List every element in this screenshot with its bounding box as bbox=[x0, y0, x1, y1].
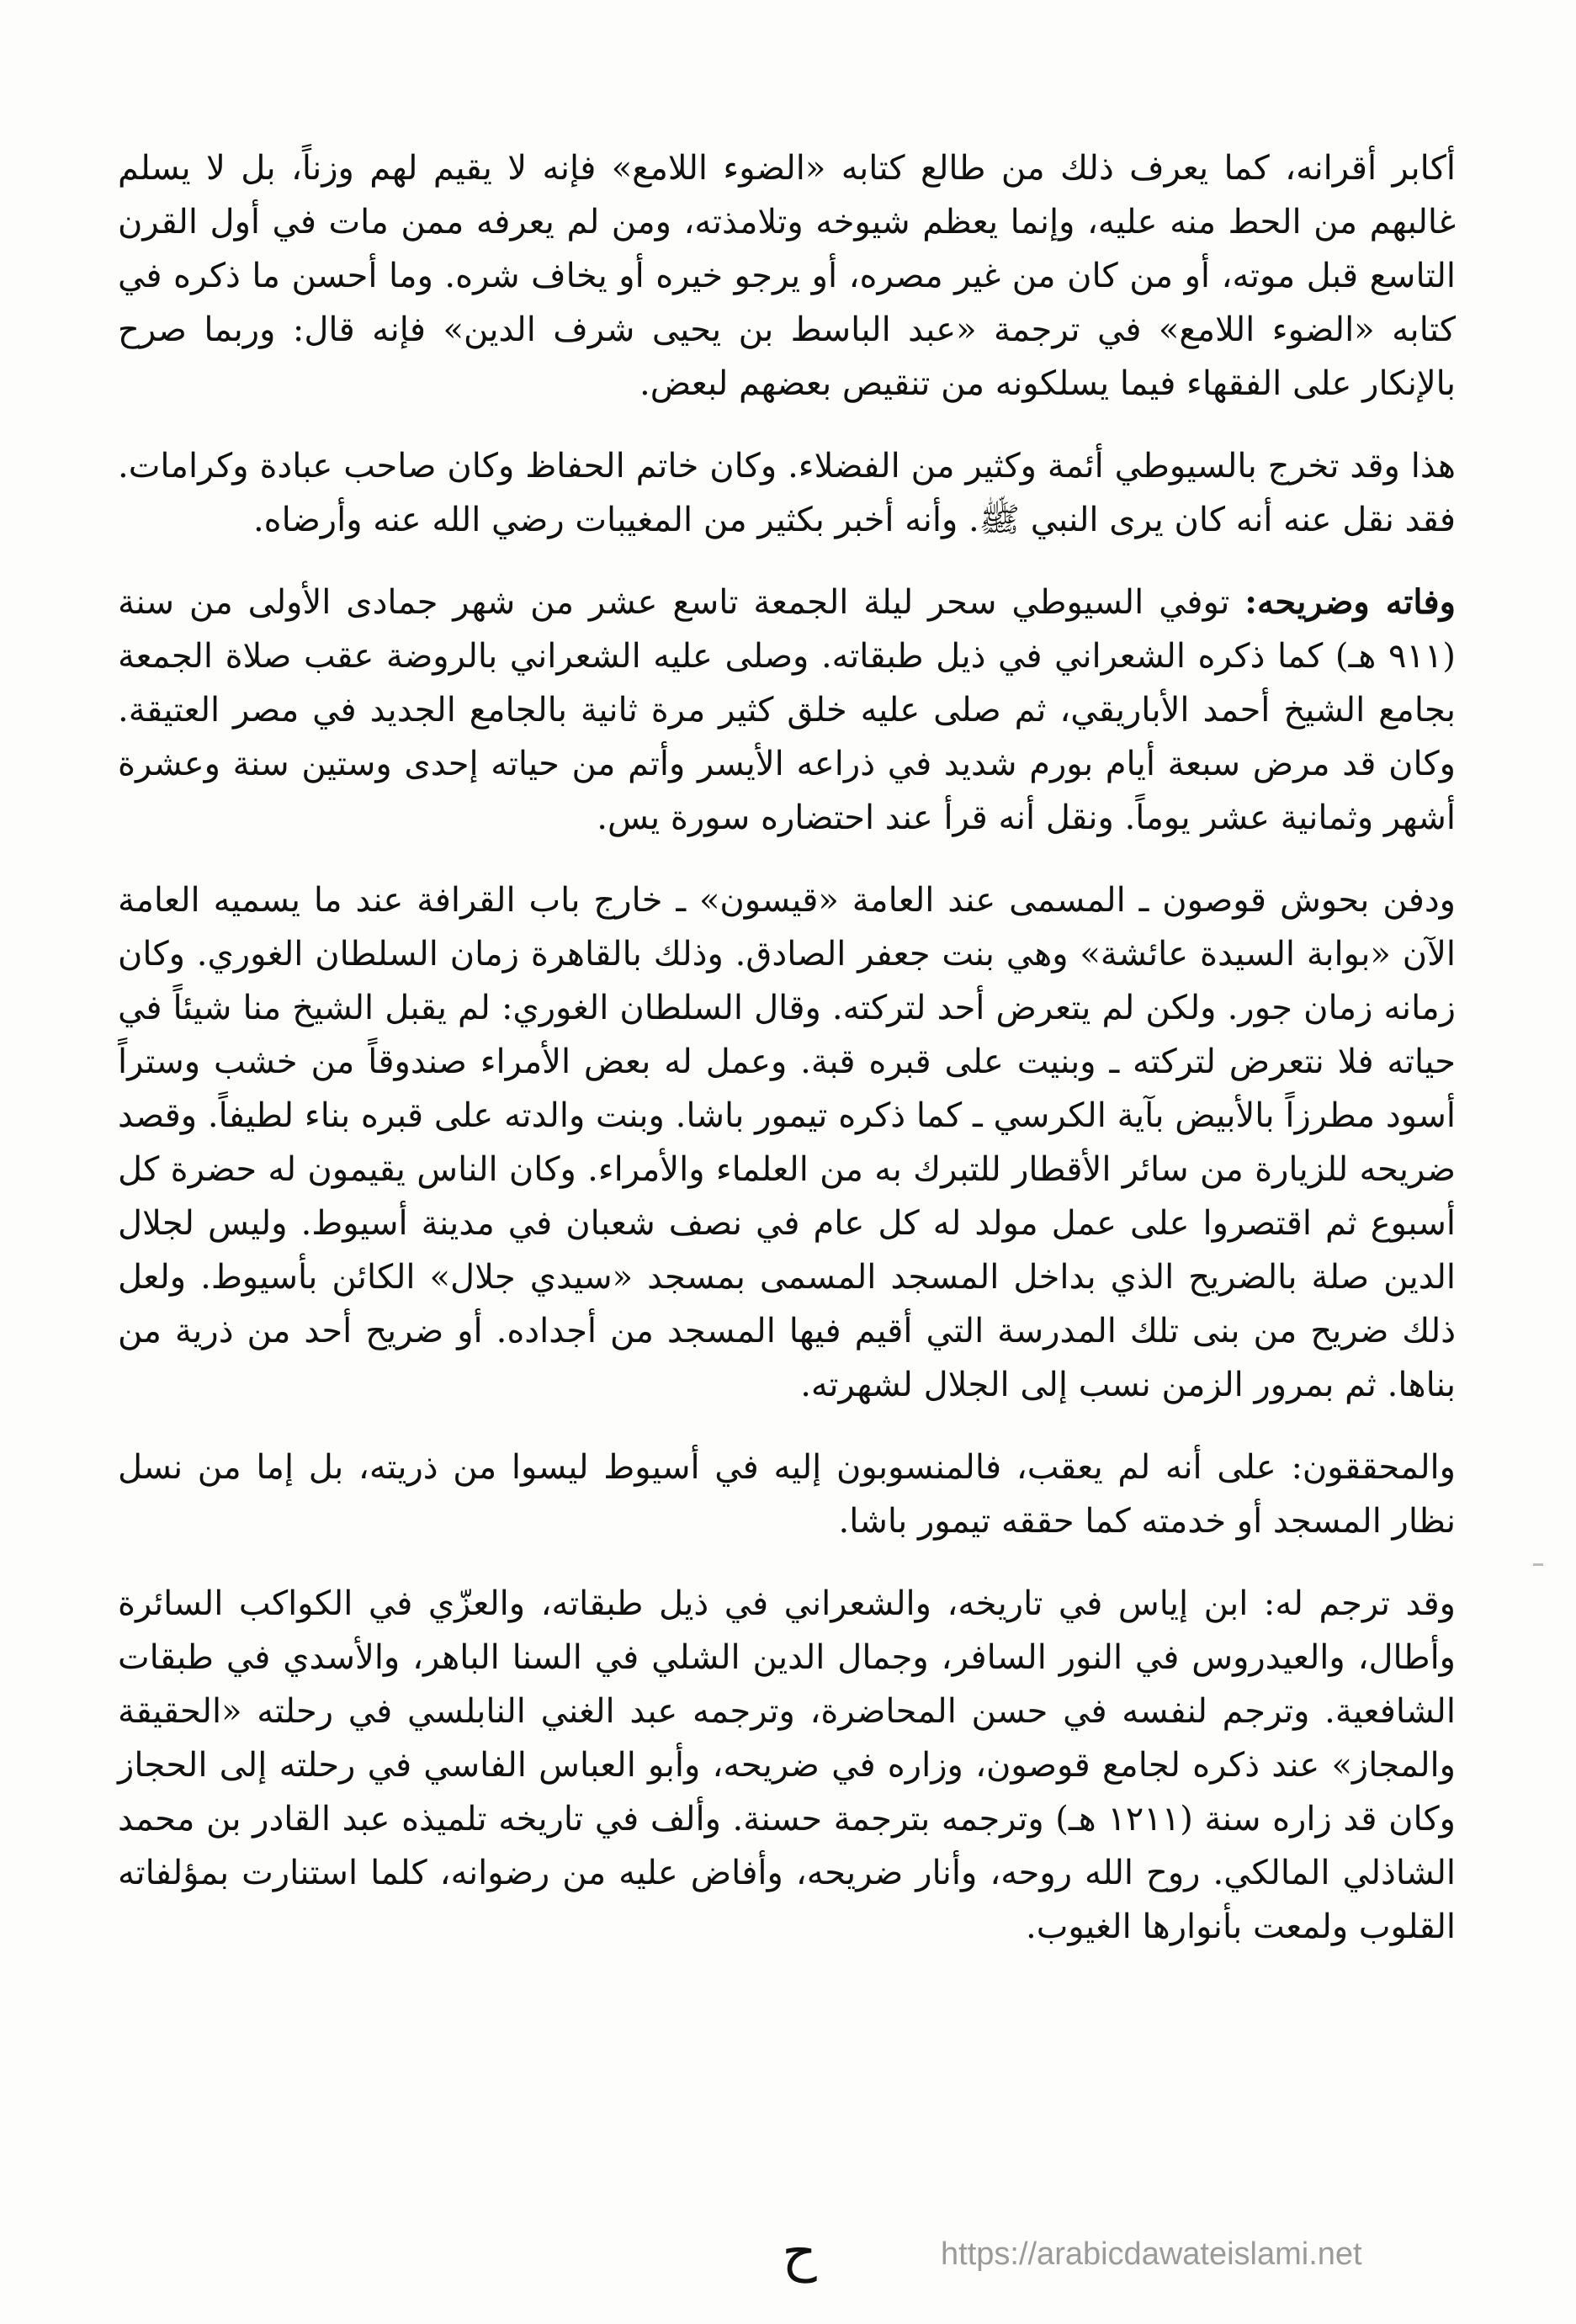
page-number: ح bbox=[782, 2221, 817, 2284]
paragraph-1 bbox=[118, 141, 1456, 411]
paragraph-death-and-shrine bbox=[118, 576, 1456, 845]
paragraph-5 bbox=[118, 1441, 1456, 1548]
section-heading-death-and-shrine: وفاته وضريحه: bbox=[1244, 582, 1456, 622]
paragraph-5-text: والمحققون: على أنه لم يعقب، فالمنسوبون إليه في أسيوط ليسوا من ذريته، بل إما من نسل نظار المسجد أو خدمته كما حققه تيمور باشا. bbox=[118, 1448, 1456, 1541]
watermark-url: https://arabicdawateislami.net bbox=[941, 2236, 1362, 2272]
paragraph-2 bbox=[118, 439, 1456, 547]
body-text bbox=[118, 141, 1456, 1982]
paragraph-4 bbox=[118, 873, 1456, 1412]
paragraph-1-text: أكابر أقرانه، كما يعرف ذلك من طالع كتابه «الضوء اللامع» فإنه لا يقيم لهم وزناً، بل لا يسلم غالبهم من الحط منه عليه، وإنما يعظم شيوخه وتلامذته، ومن لم يعرفه ممن مات في أول القرن التاسع قبل موته، أو من كان من غير مصره، أو يرجو خيره أو يخاف شره. وما أحسن ما ذكره في كتابه «الضوء اللامع» في ترجمة «عبد الباسط بن يحيى شرف الدين» فإنه قال: وربما صرح بالإنكار على الفقهاء فيما يسلكونه من تنقيص بعضهم لبعض. bbox=[118, 149, 1456, 403]
paragraph-6-text: وقد ترجم له: ابن إياس في تاريخه، والشعراني في ذيل طبقاته، والعزّي في الكواكب السائرة وأطال، والعيدروس في النور السافر، وجمال الدين الشلي في السنا الباهر، والأسدي في طبقات الشافعية. وترجم لنفسه في حسن المحاضرة، وترجمه عبد الغني النابلسي في رحلته «الحقيقة والمجاز» عند ذكره لجامع قوصون، وزاره في ضريحه، وأبو العباس الفاسي في رحلته إلى الحجاز وكان قد زاره سنة (١٢١١ هـ) وترجمه بترجمة حسنة. وألف في تاريخه تلميذه عبد القادر بن محمد الشاذلي المالكي. روح الله روحه، وأنار ضريحه، وأفاض عليه من رضوانه، كلما استنارت بمؤلفاته القلوب ولمعت بأنوارها الغيوب. bbox=[118, 1584, 1457, 1946]
paragraph-2-text: هذا وقد تخرج بالسيوطي أئمة وكثير من الفضلاء. وكان خاتم الحفاظ وكان صاحب عبادة وكرامات. فقد نقل عنه أنه كان يرى النبي ﷺ. وأنه أخبر بكثير من المغيبات رضي الله عنه وأرضاه. bbox=[118, 447, 1456, 539]
paragraph-4-text: ودفن بحوش قوصون ـ المسمى عند العامة «قيسون» ـ خارج باب القرافة عند ما يسميه العامة الآن «بوابة السيدة عائشة» وهي بنت جعفر الصادق. وذلك بالقاهرة زمان السلطان الغوري. وكان زمانه زمان جور. ولكن لم يتعرض أحد لتركته. وقال السلطان الغوري: لم يقبل الشيخ منا شيئاً في حياته فلا نتعرض لتركته ـ وبنيت على قبره قبة. وعمل له بعض الأمراء صندوقاً من خشب وستراً أسود مطرزاً بالأبيض بآية الكرسي ـ كما ذكره تيمور باشا. وبنت والدته على قبره بناء لطيفاً. وقصد ضريحه للزيارة من سائر الأقطار للتبرك به من العلماء والأمراء. وكان الناس يقيمون له حضرة كل أسبوع ثم اقتصروا على عمل مولد له كل عام في نصف شعبان في مدينة أسيوط. وليس لجلال الدين صلة بالضريح الذي بداخل المسجد المسمى بمسجد «سيدي جلال» الكائن بأسيوط. ولعل ذلك ضريح من بنى تلك المدرسة التي أقيم فيها المسجد من أجداده. أو ضريح أحد من ذرية من بناها. ثم بمرور الزمن نسب إلى الجلال لشهرته. bbox=[118, 881, 1457, 1404]
paragraph-6 bbox=[118, 1577, 1456, 1954]
scan-artifact bbox=[1533, 1563, 1543, 1566]
paragraph-3-text: توفي السيوطي سحر ليلة الجمعة تاسع عشر من شهر جمادى الأولى من سنة (٩١١ هـ) كما ذكره الشعراني في ذيل طبقاته. وصلى عليه الشعراني بالروضة عقب صلاة الجمعة بجامع الشيخ أحمد الأباريقي، ثم صلى عليه خلق كثير مرة ثانية بالجامع الجديد في مصر العتيقة. وكان قد مرض سبعة أيام بورم شديد في ذراعه الأيسر وأتم من حياته إحدى وستين سنة وعشرة أشهر وثمانية عشر يوماً. ونقل أنه قرأ عند احتضاره سورة يس. bbox=[118, 583, 1456, 837]
